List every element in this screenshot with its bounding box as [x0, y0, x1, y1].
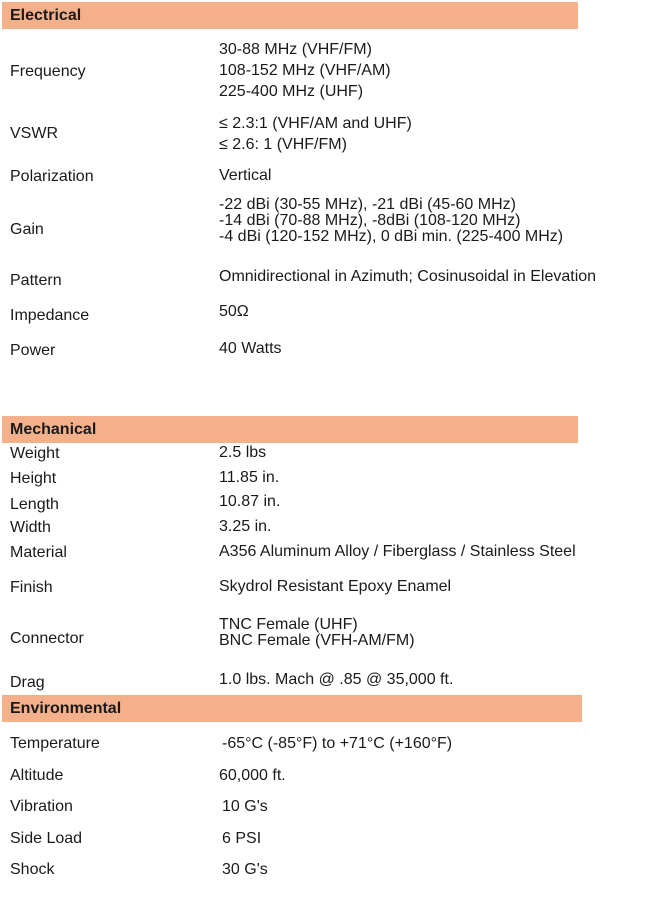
spec-value-power	[219, 339, 282, 358]
spec-value-side-load	[222, 829, 261, 848]
spec-value-height	[219, 468, 279, 487]
spec-value-drag	[219, 670, 453, 689]
spec-value-line: 225-400 MHz (UHF)	[219, 83, 364, 100]
spec-value-line: 3.25 in.	[219, 518, 272, 535]
spec-value-line: 30 G's	[222, 861, 268, 878]
spec-label-material: Material	[10, 544, 67, 561]
spec-label-shock: Shock	[10, 861, 55, 878]
spec-value-line: 2.5 lbs	[219, 444, 267, 461]
spec-value-line: 10 G's	[222, 798, 268, 815]
spec-label-width: Width	[10, 519, 51, 536]
spec-label-finish: Finish	[10, 579, 53, 596]
spec-value-line: Vertical	[219, 167, 272, 184]
spec-value-line: TNC Female (UHF)	[219, 616, 358, 633]
spec-value-material	[219, 542, 576, 561]
spec-label-polarization: Polarization	[10, 168, 94, 185]
spec-label-weight: Weight	[10, 445, 60, 462]
spec-label-side-load: Side Load	[10, 830, 83, 847]
spec-value-line: 108-152 MHz (VHF/AM)	[219, 62, 391, 79]
spec-value-frequency	[219, 40, 391, 101]
spec-value-line: ≤ 2.6: 1 (VHF/FM)	[219, 136, 347, 153]
spec-value-line: 40 Watts	[219, 340, 282, 357]
spec-value-line: 50Ω	[219, 303, 249, 320]
spec-value-line: ≤ 2.3:1 (VHF/AM and UHF)	[219, 115, 412, 132]
spec-value-width	[219, 517, 271, 536]
spec-value-line: -65°C (-85°F) to +71°C (+160°F)	[222, 735, 453, 752]
spec-value-line: 11.85 in.	[219, 469, 280, 486]
spec-label-vibration: Vibration	[10, 798, 73, 815]
spec-value-impedance	[219, 302, 249, 321]
spec-value-polarization	[219, 166, 271, 185]
spec-label-pattern: Pattern	[10, 272, 62, 289]
spec-value-line: 30-88 MHz (VHF/FM)	[219, 41, 372, 58]
spec-label-vswr: VSWR	[10, 125, 58, 142]
spec-value-gain	[219, 197, 563, 245]
spec-label-height: Height	[10, 470, 57, 487]
spec-label-gain: Gain	[10, 221, 44, 238]
spec-value-weight	[219, 443, 266, 462]
spec-value-line: 60,000 ft.	[219, 767, 286, 784]
spec-label-altitude: Altitude	[10, 767, 64, 784]
spec-value-length	[219, 492, 280, 511]
spec-value-shock	[222, 860, 268, 879]
spec-label-drag: Drag	[10, 674, 45, 691]
spec-value-finish	[219, 577, 451, 596]
spec-value-vibration	[222, 797, 268, 816]
spec-value-connector	[219, 617, 415, 649]
spec-value-line: -4 dBi (120-152 MHz), 0 dBi min. (225-400 MHz)	[219, 228, 564, 245]
spec-value-line: 1.0 lbs. Mach @ .85 @ 35,000 ft.	[219, 671, 454, 688]
section-header-environmental: Environmental	[2, 695, 582, 722]
spec-value-line: BNC Female (VFH-AM/FM)	[219, 632, 415, 649]
spec-value-line: -14 dBi (70-88 MHz), -8dBi (108-120 MHz)	[219, 212, 521, 229]
spec-value-line: A356 Aluminum Alloy / Fiberglass / Stainless Steel	[219, 543, 576, 560]
spec-label-impedance: Impedance	[10, 307, 90, 324]
spec-label-connector: Connector	[10, 630, 84, 647]
section-header-mechanical: Mechanical	[2, 416, 578, 443]
spec-value-line: -22 dBi (30-55 MHz), -21 dBi (45-60 MHz)	[219, 196, 516, 213]
spec-value-line: 6 PSI	[222, 830, 262, 847]
spec-label-temperature: Temperature	[10, 735, 100, 752]
spec-label-frequency: Frequency	[10, 63, 86, 80]
spec-label-length: Length	[10, 496, 59, 513]
spec-value-altitude	[219, 766, 286, 785]
spec-label-power: Power	[10, 342, 56, 359]
spec-value-vswr	[219, 114, 412, 154]
spec-value-temperature	[222, 734, 452, 753]
spec-value-line: Skydrol Resistant Epoxy Enamel	[219, 578, 452, 595]
spec-value-line: Omnidirectional in Azimuth; Cosinusoidal in Elevation	[219, 268, 597, 285]
spec-value-line: 10.87 in.	[219, 493, 281, 510]
spec-value-pattern	[219, 267, 596, 286]
section-header-electrical: Electrical	[2, 2, 578, 29]
